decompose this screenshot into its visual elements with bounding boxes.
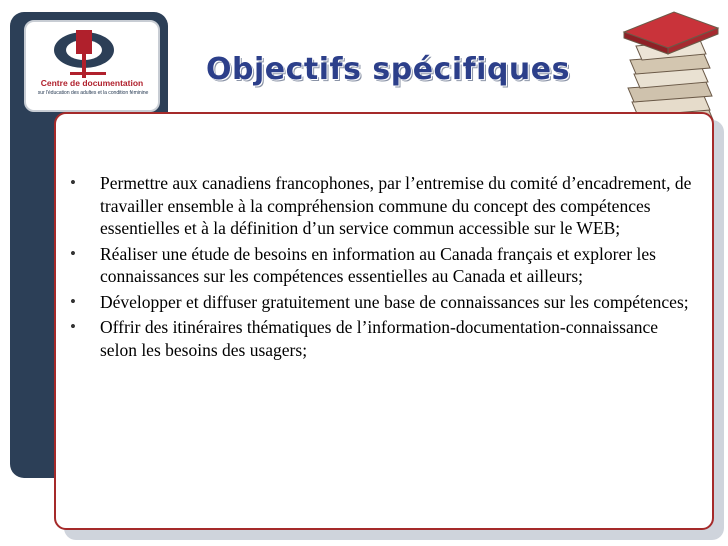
logo-title: Centre de documentation [40, 78, 144, 88]
bullet-icon: • [70, 317, 76, 336]
bullet-icon: • [70, 291, 76, 311]
bullet-icon: • [70, 173, 76, 192]
book-stack-icon [614, 4, 724, 128]
title-bar [168, 40, 608, 108]
slide-title: Objectifs spécifiques [206, 52, 570, 87]
logo [24, 20, 160, 112]
logo-subtitle: sur l'éducation des adultes et la condition féminine [37, 90, 149, 96]
list-item-text: Réaliser une étude de besoins en information au Canada français et explorer les connaissances sur les compétences essentielles au Canada et ailleurs; [100, 243, 656, 286]
logo-mark-icon [40, 28, 144, 80]
content-panel [54, 112, 714, 530]
list-item [68, 316, 694, 361]
bullet-icon: • [70, 243, 76, 263]
list-item-text: Développer et diffuser gratuitement une base de connaissances sur les compétences; [100, 291, 689, 312]
objectives-list [68, 172, 694, 364]
list-item [68, 243, 694, 288]
list-item [68, 291, 694, 314]
list-item-text: Permettre aux canadiens francophones, par l’entremise du comité d’encadrement, de travailler ensemble à la compréhension commune du concept des compétences essentielles et à la définition d’un service commun accessible sur le WEB; [100, 173, 692, 238]
list-item-text: Offrir des itinéraires thématiques de l’information-documentation-connaissance selon les besoins des usagers; [100, 317, 659, 360]
list-item [68, 172, 694, 240]
